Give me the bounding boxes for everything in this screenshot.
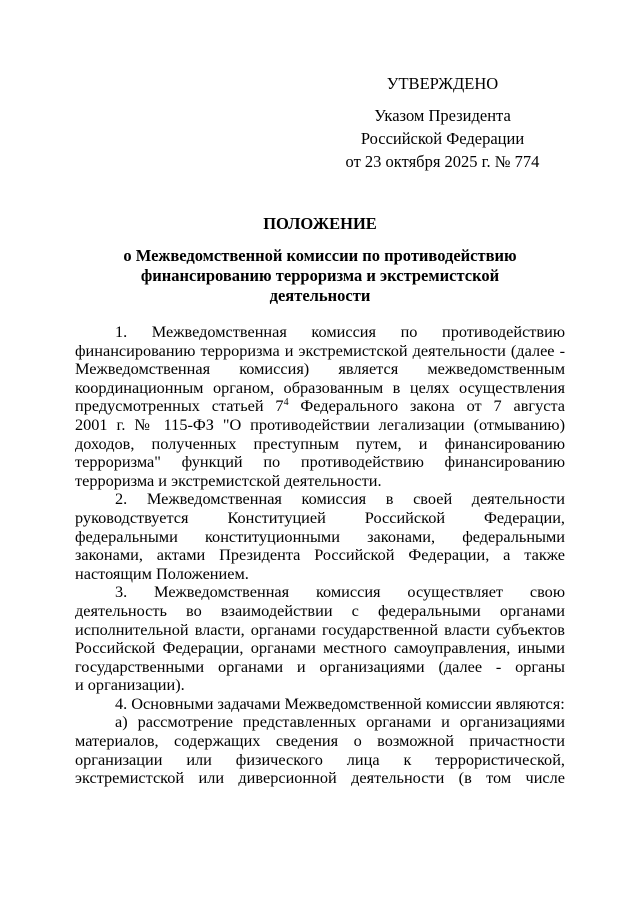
text-line: финансированию терроризма и экстремистской деятельности (далее - <box>75 340 565 360</box>
text-line: материалов, содержащих сведения о возможной причастности <box>75 731 565 751</box>
document-subtitle-line-1: о Межведомственной комиссии по противодействию <box>123 246 517 265</box>
document-subtitle-line-3: деятельности <box>269 286 371 305</box>
approval-block <box>340 72 545 173</box>
text-line: доходов, полученных преступным путем, и финансированию <box>75 433 565 453</box>
approval-line-3: от 23 октября 2025 г. № 774 <box>345 152 540 171</box>
text-line: руководствуется Конституцией Российской Федерации, <box>75 507 565 527</box>
paragraph-4 <box>75 695 565 714</box>
text-line: деятельность во взаимодействии с федеральными органами <box>75 600 565 620</box>
text-line: 2001 г. № 115-ФЗ "О противодействии легализации (отмыванию) <box>75 414 565 434</box>
approval-stamp: УТВЕРЖДЕНО <box>386 74 499 93</box>
text-line: Межведомственная комиссия) является межведомственным <box>75 359 565 379</box>
text-line: законами, актами Президента Российской Федерации, а также <box>75 545 565 565</box>
text-line: координационным органом, образованным в целях осуществления <box>75 377 565 397</box>
document-subtitle-line-2: финансированию терроризма и экстремистской <box>140 266 500 285</box>
document-title: ПОЛОЖЕНИЕ <box>263 214 377 233</box>
article-superscript: 4 <box>283 397 289 409</box>
text-line: терроризма и экстремистской деятельности. <box>75 470 382 490</box>
text-line: 2. Межведомственная комиссия в своей деятельности <box>115 489 565 509</box>
text-line: экстремистской или диверсионной деятельности (в том числе <box>75 768 565 788</box>
paragraph-4a <box>75 713 565 787</box>
approval-line-2: Российской Федерации <box>360 129 525 148</box>
text-fragment: предусмотренных статьей 7 <box>75 396 284 416</box>
paragraph-1 <box>75 323 565 490</box>
text-line: Российской Федерации, органами местного самоуправления, иными <box>75 638 565 658</box>
text-line: 4. Основными задачами Межведомственной комиссии являются: <box>115 693 565 713</box>
text-line: настоящим Положением. <box>75 563 249 583</box>
document-heading <box>100 214 540 306</box>
text-line: а) рассмотрение представленных органами и организациями <box>115 712 565 732</box>
text-line: организации или физического лица к террористической, <box>75 749 565 769</box>
approval-line-1: Указом Президента <box>374 106 511 125</box>
text-line: федеральными конституционными законами, федеральными <box>75 526 565 546</box>
text-line: 1. Межведомственная комиссия по противодействию <box>115 322 565 341</box>
document-body <box>75 323 565 788</box>
text-line: и организации). <box>75 675 185 695</box>
text-line: государственными органами и организациями (далее - органы <box>75 656 565 676</box>
paragraph-3 <box>75 583 565 695</box>
text-line: исполнительной власти, органами государственной власти субъектов <box>75 619 565 639</box>
text-fragment: Федерального закона от 7 августа <box>288 396 565 416</box>
paragraph-2 <box>75 490 565 583</box>
text-line: 3. Межведомственная комиссия осуществляет свою <box>115 582 565 602</box>
text-line: терроризма" функций по противодействию финансированию <box>75 452 565 472</box>
text-line-with-superscript <box>75 397 565 416</box>
